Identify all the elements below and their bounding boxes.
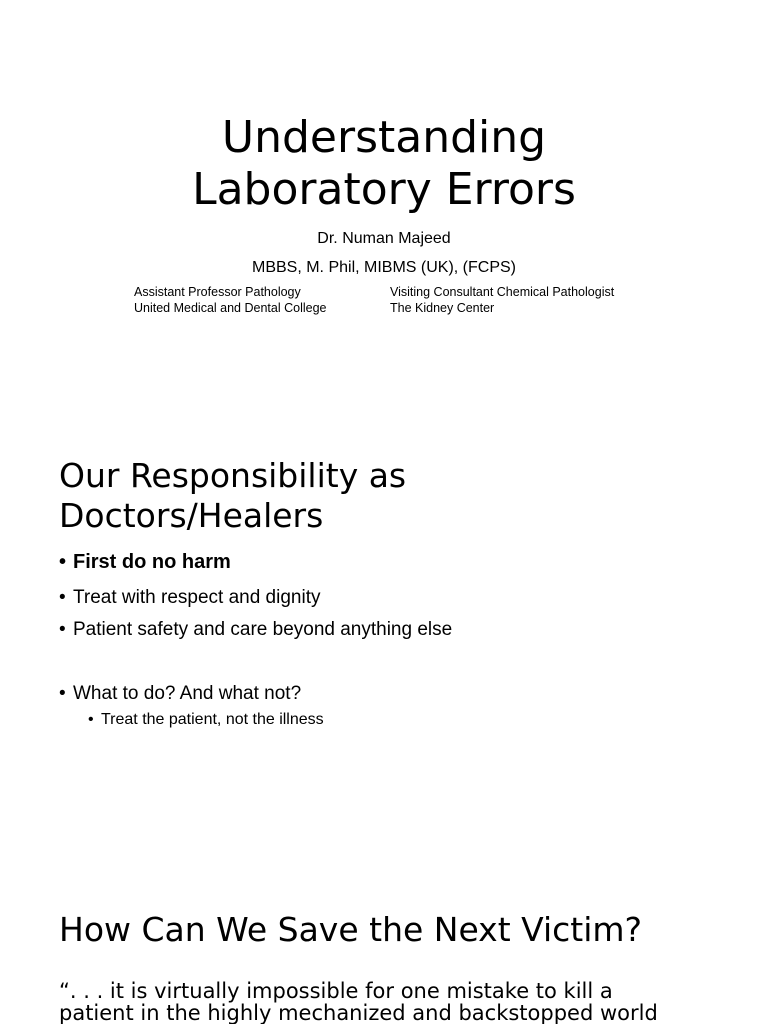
affiliation-right-institution: The Kidney Center [390, 300, 495, 315]
bullet-text: What to do? And what not? [73, 683, 302, 704]
slide-title [0, 0, 768, 384]
affiliation-right-position: Visiting Consultant Chemical Pathologist [390, 285, 615, 299]
sub-bullet-text: Treat the patient, not the illness [101, 711, 324, 728]
slide-heading: How Can We Save the Next Victim? [59, 910, 643, 949]
slide-heading [59, 456, 739, 536]
heading-line-2: Doctors/Healers [59, 496, 324, 535]
quote-text [59, 980, 709, 1024]
bullet-item [59, 619, 452, 641]
bullet-icon: • [59, 587, 66, 608]
bullet-icon: • [59, 683, 66, 704]
bullet-icon: • [59, 619, 66, 640]
bullet-text: Treat with respect and dignity [73, 587, 321, 608]
bullet-item [59, 683, 301, 705]
slide-next-victim [0, 870, 768, 1024]
slide-responsibility [0, 420, 768, 860]
author-degrees: MBBS, M. Phil, MIBMS (UK), (FCPS) [251, 259, 516, 276]
bullet-text: Patient safety and care beyond anything else [73, 619, 453, 640]
heading-line-1: Our Responsibility as [59, 456, 407, 495]
bullet-text: First do no harm [73, 551, 231, 573]
affiliation-right [390, 285, 614, 316]
affiliation-left-institution: United Medical and Dental College [134, 300, 327, 315]
quote-line-2: patient in the highly mechanized and backstopped world [59, 1001, 658, 1024]
author-name: Dr. Numan Majeed [317, 230, 451, 247]
title-line-1: Understanding [221, 112, 547, 163]
presentation-title [0, 112, 768, 216]
bullet-item [59, 551, 231, 574]
sub-bullet-item [88, 711, 324, 729]
bullet-item [59, 587, 320, 609]
quote-line-1: “. . . it is virtually impossible for one mistake to kill a [59, 979, 613, 1003]
title-line-2: Laboratory Errors [192, 164, 576, 215]
bullet-icon: • [88, 711, 94, 728]
bullet-icon: • [59, 551, 67, 573]
affiliation-left [134, 285, 326, 316]
affiliation-left-position: Assistant Professor Pathology [134, 285, 301, 299]
